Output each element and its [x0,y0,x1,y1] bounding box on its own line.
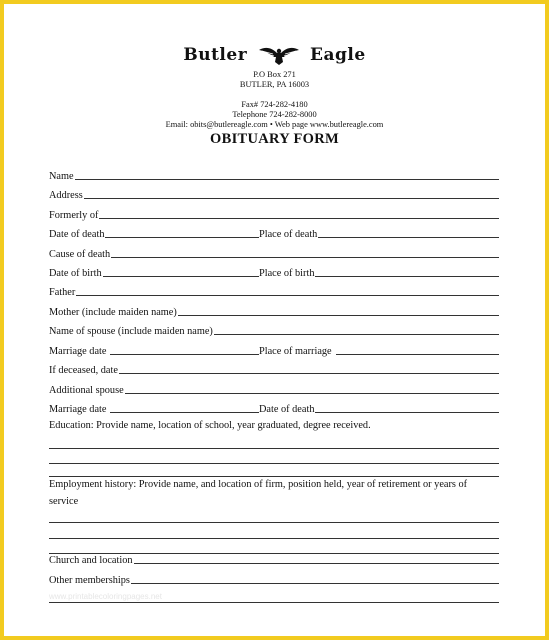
if-deceased-field[interactable] [49,361,499,376]
spouse-field[interactable] [49,322,499,337]
employment-line-1[interactable] [49,522,499,523]
name-line[interactable] [75,179,499,180]
formerly-of-line[interactable] [99,218,499,219]
place-of-marriage-line[interactable] [336,354,499,355]
brand-butler: Butler [183,45,248,65]
cause-of-death-label: Cause of death [49,249,111,260]
death-row [49,225,499,240]
date-of-death-line[interactable] [105,237,259,238]
other-memberships-line-2[interactable] [49,602,499,603]
additional-spouse-field[interactable] [49,381,499,396]
address-field[interactable] [49,186,499,201]
mother-line[interactable] [178,315,499,316]
watermark: www.printablecoloringpages.net [49,592,162,601]
place-of-birth-label: Place of birth [259,268,315,279]
formerly-of-field[interactable] [49,206,499,221]
formerly-of-label: Formerly of [49,210,99,221]
if-deceased-line[interactable] [119,373,499,374]
other-memberships-field[interactable] [49,571,499,586]
additional-spouse-line[interactable] [125,393,499,394]
spouse-label: Name of spouse (include maiden name) [49,326,213,337]
if-deceased-label: If deceased, date [49,365,118,376]
marriage-date-line[interactable] [110,354,259,355]
church-line[interactable] [134,563,500,564]
address-line[interactable] [84,198,499,199]
father-field[interactable] [49,283,499,298]
education-line-2[interactable] [49,463,499,464]
city-state-zip: BUTLER, PA 16003 [239,80,310,89]
birth-row [49,264,499,279]
employment-label: Employment history: Provide name, and location of firm, position held, year of retirement or years of service [49,479,468,507]
cause-of-death-line[interactable] [111,257,499,258]
place-of-marriage-label: Place of marriage [259,346,332,357]
brand-eagle: Eagle [310,45,366,65]
date-of-birth-line[interactable] [103,276,259,277]
address-label: Address [49,190,83,201]
telephone-number: Telephone 724-282-8000 [232,110,317,119]
form-title: OBITUARY FORM [210,131,339,147]
other-memberships-label: Other memberships [49,575,130,586]
cause-of-death-field[interactable] [49,245,499,260]
marriage-row-2 [49,400,499,415]
date-of-death-label: Date of death [49,229,105,240]
place-of-death-label: Place of death [259,229,318,240]
father-label: Father [49,287,76,298]
church-field[interactable] [49,551,499,566]
masthead-logo [4,44,545,66]
place-of-birth-line[interactable] [315,276,499,277]
mother-label: Mother (include maiden name) [49,307,177,318]
father-line[interactable] [76,295,499,296]
additional-spouse-label: Additional spouse [49,385,124,396]
name-field[interactable] [49,167,499,182]
employment-line-2[interactable] [49,538,499,539]
education-label: Education: Provide name, location of school, year graduated, degree received. [49,420,371,431]
email-web: Email: obits@butlereagle.com • Web page www.butlereagle.com [165,120,384,129]
education-line-1[interactable] [49,448,499,449]
obituary-form-page [4,4,545,636]
marriage-row [49,342,499,357]
date-of-death-2-label: Date of death [259,404,315,415]
fax-number: Fax# 724-282-4180 [241,100,308,109]
marriage-date-2-label: Marriage date [49,404,107,415]
other-memberships-line[interactable] [131,583,499,584]
mother-field[interactable] [49,303,499,318]
spouse-line[interactable] [214,334,499,335]
marriage-date-label: Marriage date [49,346,107,357]
date-of-birth-label: Date of birth [49,268,102,279]
name-label: Name [49,171,74,182]
po-box: P.O Box 271 [253,70,296,79]
eagle-icon [258,44,300,66]
place-of-death-line[interactable] [318,237,499,238]
church-label: Church and location [49,555,133,566]
date-of-death-2-line[interactable] [315,412,499,413]
marriage-date-2-line[interactable] [110,412,259,413]
